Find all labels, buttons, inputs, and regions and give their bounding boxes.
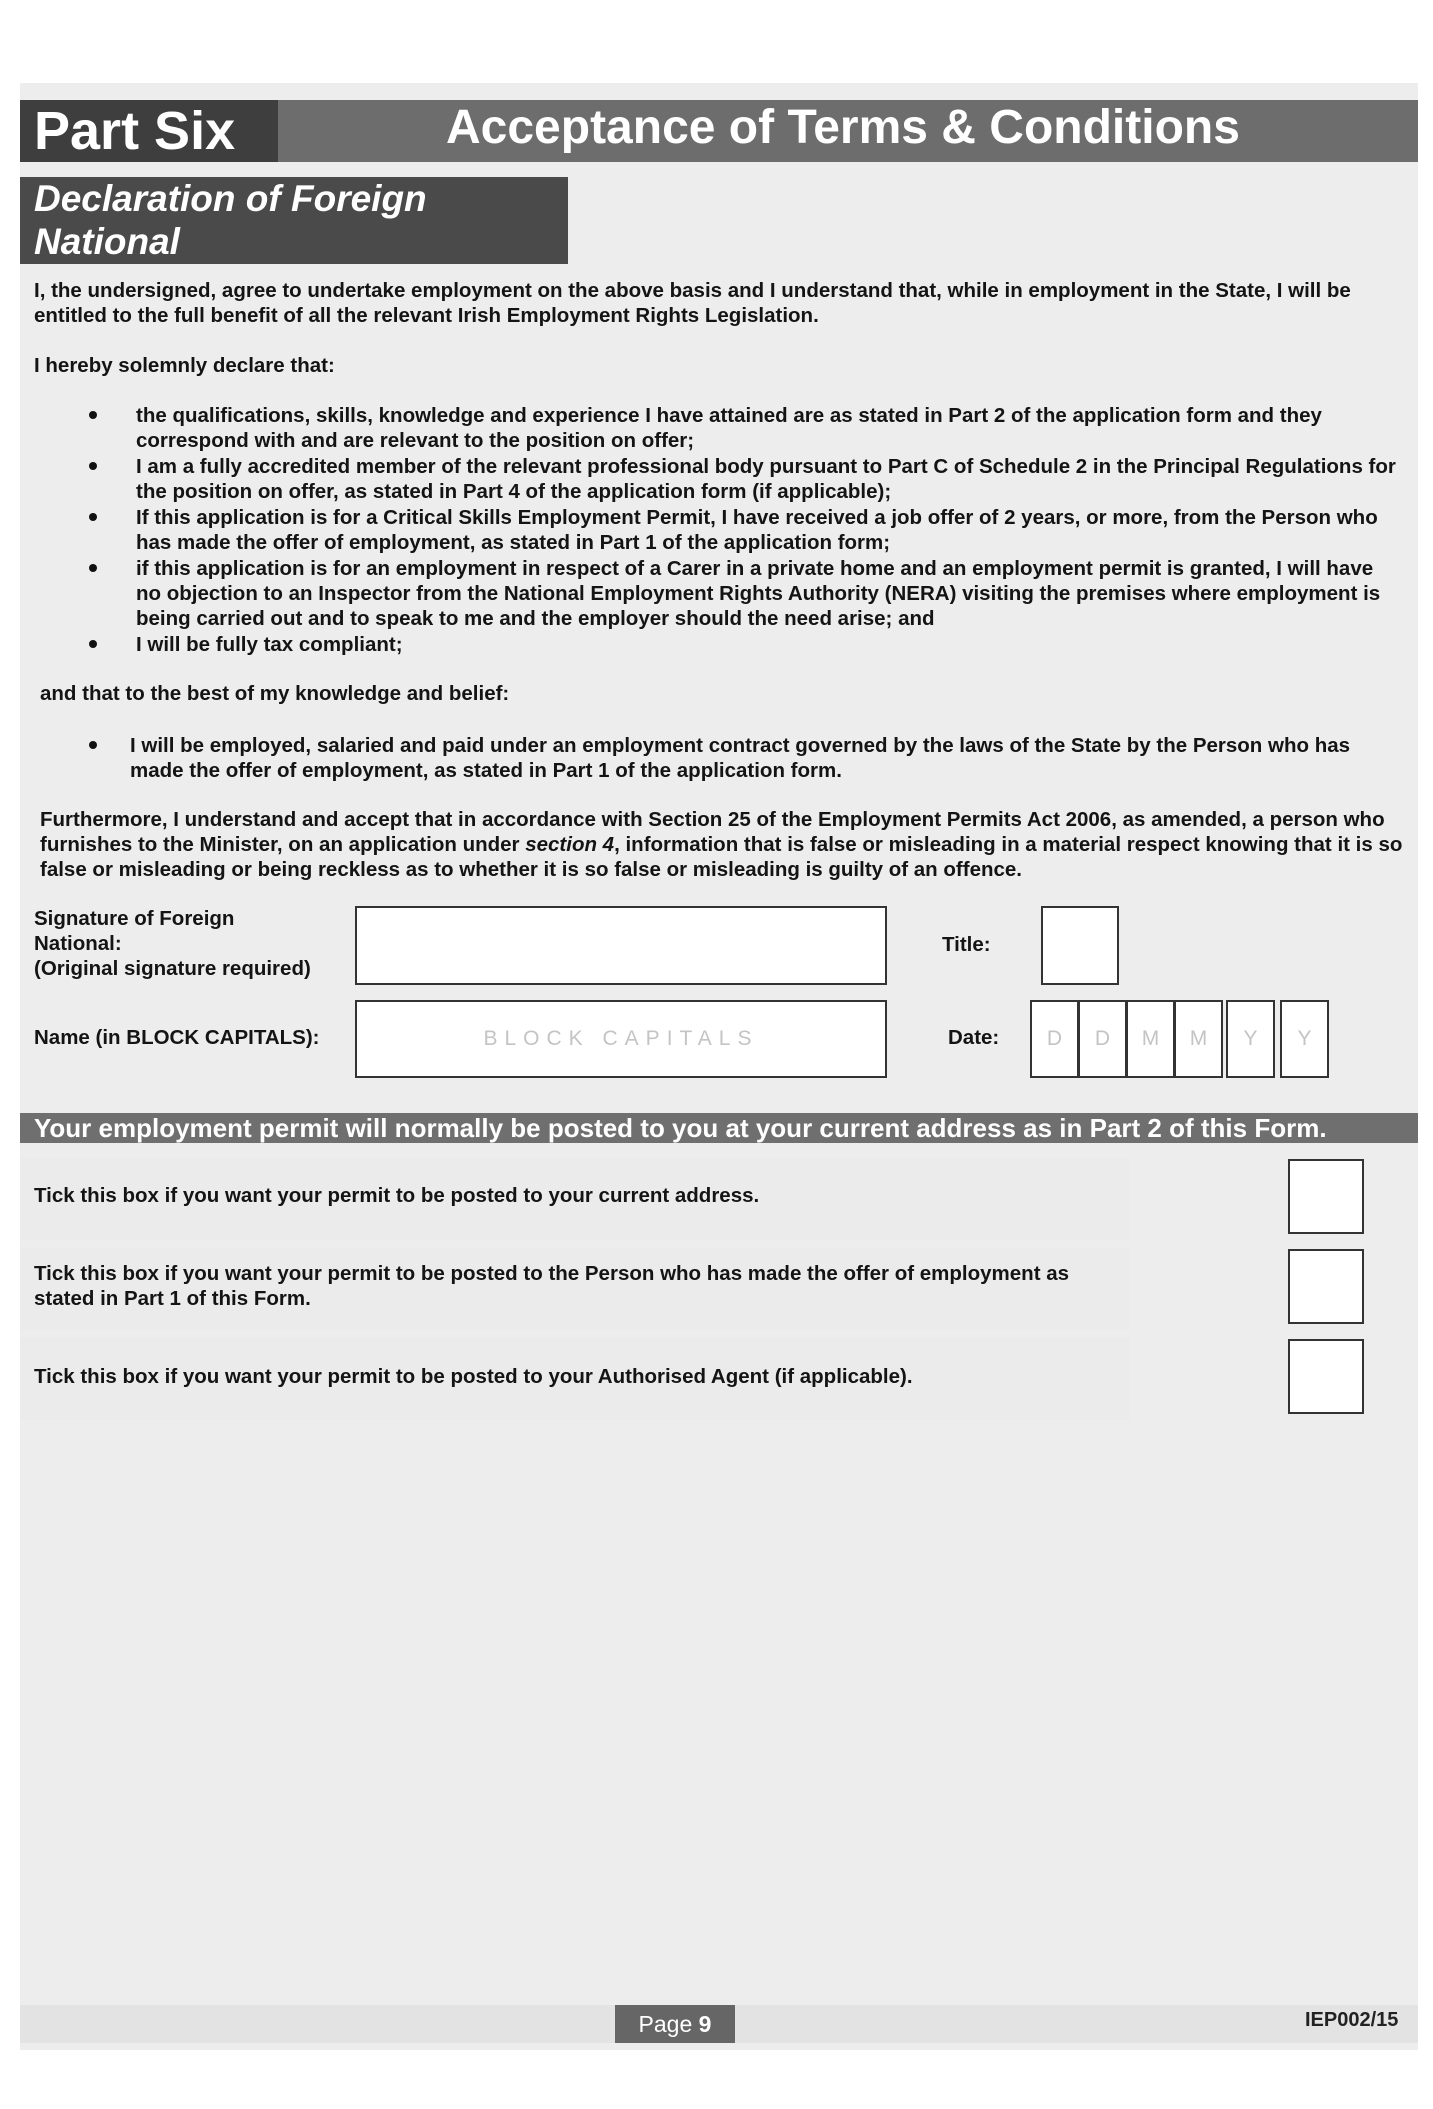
- bullet-dot: [89, 411, 97, 419]
- date-year-1[interactable]: Y: [1226, 1000, 1275, 1078]
- declaration-bullet: I am a fully accredited member of the relevant professional body pursuant to Part C of Schedule 2 in the Principal Regulations for the position on offer, as stated in Part 4 of the application form (if applicable);: [136, 455, 1396, 503]
- signature-field[interactable]: [355, 906, 887, 985]
- furthermore-paragraph: Furthermore, I understand and accept that in accordance with Section 25 of the Employment Permits Act 2006, as amended, a person who furnishes to the Minister, on an application under section 4, information that is false or misleading in a material respect knowing that it is so false or misleading or being reckless as to whether it is so false or misleading is guilty of an offence.: [40, 808, 1403, 881]
- declaration-bullet: the qualifications, skills, knowledge and experience I have attained are as stated in Part 2 of the application form and they correspond with and are relevant to the position on offer;: [136, 404, 1322, 452]
- date-month-2[interactable]: M: [1174, 1000, 1223, 1078]
- declaration-bullet: I will be fully tax compliant;: [136, 633, 403, 656]
- posting-banner-text: Your employment permit will normally be posted to you at your current address as in Part 2 of this Form.: [34, 1113, 1327, 1143]
- belief-bullet: I will be employed, salaried and paid under an employment contract governed by the laws of the State by the Person who has made the offer of employment, as stated in Part 1 of the application form.: [130, 734, 1351, 782]
- date-day-2[interactable]: D: [1078, 1000, 1127, 1078]
- section-reference: section 4: [525, 833, 615, 856]
- signature-label-line2: National:: [34, 932, 122, 955]
- name-label: Name (in BLOCK CAPITALS):: [34, 1026, 320, 1049]
- title-field[interactable]: [1041, 906, 1119, 985]
- declaration-intro: I, the undersigned, agree to undertake employment on the above basis and I understand that, while in employment in the State, I will be entitled to the full benefit of all the relevant Irish Employment Rights Legislation.: [34, 279, 1351, 327]
- date-day-1[interactable]: D: [1030, 1000, 1079, 1078]
- declaration-heading: Declaration of Foreign National: [34, 178, 427, 262]
- date-label: Date:: [948, 1026, 1000, 1049]
- bullet-dot: [89, 462, 97, 470]
- page-number: Page 9: [615, 2005, 735, 2043]
- part-title: Part Six: [34, 101, 236, 161]
- tick-box-employer[interactable]: [1288, 1249, 1364, 1324]
- bullet-dot: [89, 741, 97, 749]
- date-year-2[interactable]: Y: [1280, 1000, 1329, 1078]
- bullet-dot: [89, 513, 97, 521]
- signature-requirement-note: (Original signature required): [34, 957, 311, 980]
- form-code: IEP002/15: [1305, 2009, 1399, 2031]
- tick-option-current-address: Tick this box if you want your permit to be posted to your current address.: [34, 1184, 760, 1207]
- tick-option-agent: Tick this box if you want your permit to be posted to your Authorised Agent (if applicable).: [34, 1365, 913, 1388]
- solemn-declaration-label: I hereby solemnly declare that:: [34, 354, 335, 377]
- belief-label: and that to the best of my knowledge and belief:: [40, 682, 510, 705]
- bullet-dot: [89, 640, 97, 648]
- date-month-1[interactable]: M: [1126, 1000, 1175, 1078]
- bullet-dot: [89, 564, 97, 572]
- section-title: Acceptance of Terms & Conditions: [446, 101, 1240, 154]
- title-label: Title:: [942, 933, 991, 956]
- tick-option-employer: Tick this box if you want your permit to be posted to the Person who has made the offer of employment as stated in Part 1 of this Form.: [34, 1262, 1070, 1310]
- tick-box-agent[interactable]: [1288, 1339, 1364, 1414]
- declaration-bullet: If this application is for a Critical Skills Employment Permit, I have received a job offer of 2 years, or more, from the Person who has made the offer of employment, as stated in Part 1 of the application form;: [136, 506, 1378, 554]
- tick-box-current-address[interactable]: [1288, 1159, 1364, 1234]
- signature-label: Signature of Foreign: [34, 907, 235, 930]
- name-placeholder: BLOCK CAPITALS: [483, 1027, 759, 1050]
- declaration-bullet: if this application is for an employment in respect of a Carer in a private home and an employment permit is granted, I will have no objection to an Inspector from the National Employment Rights Authority (NERA) visiting the premises where employment is being carried out and to speak to me and the employer should the need arise; and: [136, 557, 1381, 630]
- name-field[interactable]: [355, 1000, 887, 1078]
